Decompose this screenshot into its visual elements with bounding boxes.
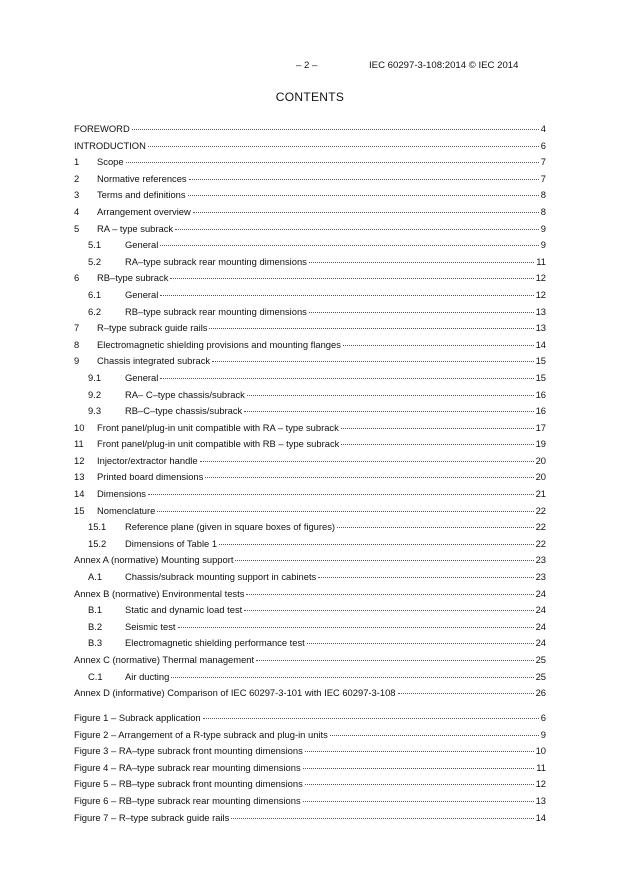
toc-entry[interactable] bbox=[74, 503, 546, 520]
toc-entry-title: R–type subrack guide rails bbox=[97, 322, 208, 334]
toc-entry-title: Dimensions bbox=[97, 488, 146, 500]
toc-entry-page: 16 bbox=[535, 405, 546, 417]
toc-entry-page: 25 bbox=[535, 654, 546, 665]
toc-entry[interactable] bbox=[74, 710, 546, 727]
toc-entry-page: 13 bbox=[535, 305, 546, 317]
toc-entry-title: General bbox=[125, 288, 159, 300]
toc-entry[interactable] bbox=[74, 536, 546, 553]
toc-entry-title: Figure 6 – RB–type subrack rear mounting dimensions bbox=[74, 794, 301, 806]
toc-entry-title: RB–C–type chassis/subrack bbox=[125, 405, 243, 417]
toc-entry[interactable] bbox=[74, 138, 546, 155]
toc-entry[interactable] bbox=[74, 237, 546, 254]
toc-entry-title: Dimensions of Table 1 bbox=[125, 537, 218, 549]
dot-leader bbox=[205, 477, 533, 478]
dot-leader bbox=[148, 494, 534, 495]
toc-entry-page: 14 bbox=[535, 811, 546, 823]
dot-leader bbox=[209, 328, 533, 329]
toc-entry-number: 5.1 bbox=[88, 239, 102, 251]
toc-entry-number: 7 bbox=[74, 322, 80, 334]
document-reference: IEC 60297-3-108:2014 © IEC 2014 bbox=[369, 60, 519, 71]
toc-entry-page: 8 bbox=[540, 205, 546, 217]
toc-entry-page: 13 bbox=[535, 322, 546, 334]
toc-entry[interactable] bbox=[74, 760, 546, 777]
toc-entry[interactable] bbox=[74, 486, 546, 503]
toc-entry-page: 26 bbox=[535, 687, 546, 699]
dot-leader bbox=[160, 245, 538, 246]
dot-leader bbox=[231, 818, 533, 819]
toc-entry[interactable] bbox=[74, 635, 546, 652]
toc-entry[interactable] bbox=[74, 586, 546, 603]
toc-entry-title: Printed board dimensions bbox=[97, 471, 204, 483]
toc-entry[interactable] bbox=[74, 387, 546, 404]
dot-leader bbox=[189, 179, 539, 180]
toc-entry-title: RA – type subrack bbox=[97, 222, 174, 234]
dot-leader bbox=[200, 461, 534, 462]
toc-entry[interactable] bbox=[74, 685, 546, 702]
toc-entry[interactable] bbox=[74, 420, 546, 437]
toc-entry-title: Annex A (normative) Mounting support bbox=[74, 554, 234, 566]
toc-entry-title: FOREWORD bbox=[74, 123, 130, 134]
toc-entry-title: Static and dynamic load test bbox=[125, 604, 243, 616]
toc-entry-page: 13 bbox=[535, 794, 546, 806]
toc-entry-page: 22 bbox=[535, 504, 546, 516]
toc-entry[interactable] bbox=[74, 304, 546, 321]
page-number: – 2 – bbox=[296, 60, 318, 71]
toc-entry-number: 15 bbox=[74, 504, 85, 516]
toc-entry[interactable] bbox=[74, 287, 546, 304]
toc-entry-page: 9 bbox=[540, 728, 546, 740]
toc-entry-number: 15.1 bbox=[88, 521, 107, 533]
toc-entry[interactable] bbox=[74, 469, 546, 486]
toc-entry-number: 2 bbox=[74, 172, 80, 184]
toc-entry-page: 22 bbox=[535, 537, 546, 549]
toc-entry-number: 9.3 bbox=[88, 405, 102, 417]
toc-entry-title: Figure 5 – RB–type subrack front mounting dimensions bbox=[74, 778, 303, 790]
toc-entry-number: 11 bbox=[74, 438, 84, 450]
dot-leader bbox=[309, 312, 534, 313]
toc-entry-page: 9 bbox=[540, 239, 546, 251]
dot-leader bbox=[343, 345, 534, 346]
toc-entry-page: 22 bbox=[535, 521, 546, 533]
toc-entry-number: 5 bbox=[74, 222, 80, 234]
toc-entry-title: General bbox=[125, 371, 159, 383]
toc-entry-page: 10 bbox=[535, 745, 546, 757]
toc-entry[interactable] bbox=[74, 619, 546, 636]
toc-entry-page: 24 bbox=[535, 620, 546, 632]
dot-leader bbox=[132, 129, 539, 130]
toc-entry-title: INTRODUCTION bbox=[74, 139, 146, 151]
toc-entry-number: 9 bbox=[74, 355, 80, 367]
toc-entry[interactable] bbox=[74, 727, 546, 744]
dot-leader bbox=[178, 627, 534, 628]
toc-entry-number: B.1 bbox=[88, 604, 103, 616]
toc-entry-title: Seismic test bbox=[125, 620, 176, 632]
toc-entry-page: 16 bbox=[535, 388, 546, 400]
toc-entry[interactable] bbox=[74, 204, 546, 221]
toc-entry-title: RB–type subrack bbox=[97, 272, 169, 284]
toc-entry-number: 14 bbox=[74, 488, 85, 500]
dot-leader bbox=[160, 378, 533, 379]
toc-entry-page: 15 bbox=[535, 355, 546, 367]
dot-leader bbox=[126, 162, 539, 163]
toc-entry-title: Annex B (normative) Environmental tests bbox=[74, 587, 245, 599]
toc-entry-page: 7 bbox=[540, 172, 546, 184]
toc-entry[interactable] bbox=[74, 154, 546, 171]
toc-entry-title: Front panel/plug-in unit compatible with RA – type subrack bbox=[97, 421, 339, 433]
toc-entry-number: 6 bbox=[74, 272, 80, 284]
toc-entry-title: Scope bbox=[97, 156, 124, 168]
toc-entry-title: RA– C–type chassis/subrack bbox=[125, 388, 245, 400]
toc-entry-number: 6.1 bbox=[88, 288, 102, 300]
toc-entry-page: 20 bbox=[535, 471, 546, 483]
dot-leader bbox=[157, 511, 533, 512]
dot-leader bbox=[303, 801, 534, 802]
toc-entry-page: 20 bbox=[535, 454, 546, 466]
dot-leader bbox=[330, 735, 539, 736]
toc-entry-title: Reference plane (given in square boxes of figures) bbox=[125, 521, 336, 533]
toc-entry[interactable] bbox=[74, 552, 546, 569]
toc-entry-number: B.3 bbox=[88, 637, 103, 649]
dot-leader bbox=[244, 411, 533, 412]
toc-entry-number: 1 bbox=[74, 156, 80, 168]
toc-entry-page: 23 bbox=[535, 554, 546, 566]
toc-entry-page: 14 bbox=[535, 338, 546, 350]
toc-entry-title: General bbox=[125, 239, 159, 251]
dot-leader bbox=[212, 361, 533, 362]
dot-leader bbox=[170, 278, 533, 279]
dot-leader bbox=[398, 693, 534, 694]
dot-leader bbox=[305, 784, 534, 785]
toc-entry[interactable] bbox=[74, 793, 546, 810]
toc-entry[interactable] bbox=[74, 652, 546, 669]
dot-leader bbox=[160, 295, 533, 296]
toc-entry-title: Nomenclature bbox=[97, 504, 156, 516]
dot-leader bbox=[337, 527, 534, 528]
dot-leader bbox=[309, 262, 534, 263]
toc-entry-page: 24 bbox=[535, 587, 546, 599]
toc-entry-page: 12 bbox=[535, 778, 546, 790]
toc-entry-page: 24 bbox=[535, 637, 546, 649]
toc-entry-title: Chassis integrated subrack bbox=[97, 355, 211, 367]
toc-entry-page: 6 bbox=[540, 139, 546, 151]
toc-entry[interactable] bbox=[74, 320, 546, 337]
dot-leader bbox=[203, 718, 539, 719]
toc-entry-number: 15.2 bbox=[88, 537, 107, 549]
page-header bbox=[0, 60, 620, 74]
toc-entry-title: Annex C (normative) Thermal management bbox=[74, 654, 255, 665]
dot-leader bbox=[148, 146, 539, 147]
toc-entry[interactable] bbox=[74, 602, 546, 619]
toc-entry-number: 9.1 bbox=[88, 371, 102, 383]
toc-entry-number: 5.2 bbox=[88, 255, 102, 267]
toc-entry-page: 17 bbox=[535, 421, 546, 433]
toc-entry[interactable] bbox=[74, 370, 546, 387]
dot-leader bbox=[305, 751, 534, 752]
toc-entry[interactable] bbox=[74, 569, 546, 586]
dot-leader bbox=[175, 229, 539, 230]
dot-leader bbox=[303, 768, 535, 769]
list-of-figures bbox=[74, 710, 546, 826]
toc-entry-title: Figure 3 – RA–type subrack front mounting dimensions bbox=[74, 745, 303, 757]
toc-entry-title: RB–type subrack rear mounting dimensions bbox=[125, 305, 307, 317]
toc-entry-title: Electromagnetic shielding performance test bbox=[125, 637, 305, 649]
toc-entry-number: 3 bbox=[74, 189, 80, 201]
toc-entry-title: Figure 1 – Subrack application bbox=[74, 712, 201, 723]
toc-entry-page: 24 bbox=[535, 604, 546, 616]
toc-entry-page: 4 bbox=[540, 123, 546, 134]
toc-entry-title: Figure 2 – Arrangement of a R-type subrack and plug-in units bbox=[74, 728, 328, 740]
toc-entry-page: 21 bbox=[535, 488, 546, 500]
toc-entry[interactable] bbox=[74, 436, 546, 453]
table-of-contents bbox=[74, 121, 546, 702]
toc-entry[interactable] bbox=[74, 337, 546, 354]
dot-leader bbox=[235, 560, 533, 561]
toc-entry[interactable] bbox=[74, 453, 546, 470]
toc-entry-page: 23 bbox=[535, 571, 546, 583]
toc-entry-number: 10 bbox=[74, 421, 85, 433]
toc-entry-page: 7 bbox=[540, 156, 546, 168]
toc-entry-title: Figure 7 – R–type subrack guide rails bbox=[74, 811, 230, 823]
toc-entry-page: 25 bbox=[535, 670, 546, 682]
toc-entry-title: Electromagnetic shielding provisions and mounting flanges bbox=[97, 338, 341, 350]
toc-entry[interactable] bbox=[74, 221, 546, 238]
toc-entry-page: 11 bbox=[536, 761, 546, 773]
dot-leader bbox=[188, 195, 539, 196]
toc-entry[interactable] bbox=[74, 519, 546, 536]
toc-entry[interactable] bbox=[74, 254, 546, 271]
dot-leader bbox=[244, 610, 533, 611]
toc-entry-page: 19 bbox=[535, 438, 546, 450]
toc-entry-title: Figure 4 – RA–type subrack rear mounting dimensions bbox=[74, 761, 301, 773]
dot-leader bbox=[247, 395, 534, 396]
toc-entry-number: B.2 bbox=[88, 620, 103, 632]
toc-entry[interactable] bbox=[74, 669, 546, 686]
toc-entry-title: Terms and definitions bbox=[97, 189, 186, 201]
dot-leader bbox=[341, 428, 534, 429]
toc-entry[interactable] bbox=[74, 121, 546, 138]
toc-entry-number: 4 bbox=[74, 205, 80, 217]
toc-entry[interactable] bbox=[74, 810, 546, 827]
toc-entry-page: 9 bbox=[540, 222, 546, 234]
toc-entry[interactable] bbox=[74, 776, 546, 793]
toc-entry-number: 6.2 bbox=[88, 305, 102, 317]
toc-entry-title: Front panel/plug-in unit compatible with RB – type subrack bbox=[97, 438, 340, 450]
toc-entry-page: 8 bbox=[540, 189, 546, 201]
toc-entry[interactable] bbox=[74, 353, 546, 370]
dot-leader bbox=[341, 444, 533, 445]
toc-entry-title: Injector/extractor handle bbox=[97, 454, 198, 466]
dot-leader bbox=[318, 577, 533, 578]
toc-entry-number: 8 bbox=[74, 338, 80, 350]
toc-entry-number: C.1 bbox=[88, 670, 103, 682]
toc-entry-page: 11 bbox=[536, 255, 546, 267]
toc-entry-page: 6 bbox=[540, 712, 546, 723]
contents-title: CONTENTS bbox=[275, 90, 345, 104]
toc-entry[interactable] bbox=[74, 743, 546, 760]
toc-entry[interactable] bbox=[74, 171, 546, 188]
dot-leader bbox=[171, 677, 533, 678]
toc-entry[interactable] bbox=[74, 270, 546, 287]
toc-entry-number: 9.2 bbox=[88, 388, 102, 400]
toc-entry-title: Annex D (informative) Comparison of IEC 60297-3-101 with IEC 60297-3-108 bbox=[74, 687, 396, 699]
toc-entry-page: 15 bbox=[535, 371, 546, 383]
toc-entry-title: Air ducting bbox=[125, 670, 170, 682]
toc-entry[interactable] bbox=[74, 187, 546, 204]
toc-entry-title: Normative references bbox=[97, 172, 187, 184]
dot-leader bbox=[256, 660, 533, 661]
toc-entry-page: 12 bbox=[535, 272, 546, 284]
dot-leader bbox=[307, 643, 534, 644]
toc-entry-title: Chassis/subrack mounting support in cabinets bbox=[125, 571, 317, 583]
dot-leader bbox=[219, 544, 533, 545]
toc-entry[interactable] bbox=[74, 403, 546, 420]
toc-entry-number: A.1 bbox=[88, 571, 103, 583]
toc-entry-page: 12 bbox=[535, 288, 546, 300]
toc-entry-number: 13 bbox=[74, 471, 85, 483]
dot-leader bbox=[193, 212, 539, 213]
dot-leader bbox=[246, 594, 533, 595]
toc-entry-title: RA–type subrack rear mounting dimensions bbox=[125, 255, 307, 267]
toc-entry-title: Arrangement overview bbox=[97, 205, 191, 217]
toc-entry-number: 12 bbox=[74, 454, 85, 466]
